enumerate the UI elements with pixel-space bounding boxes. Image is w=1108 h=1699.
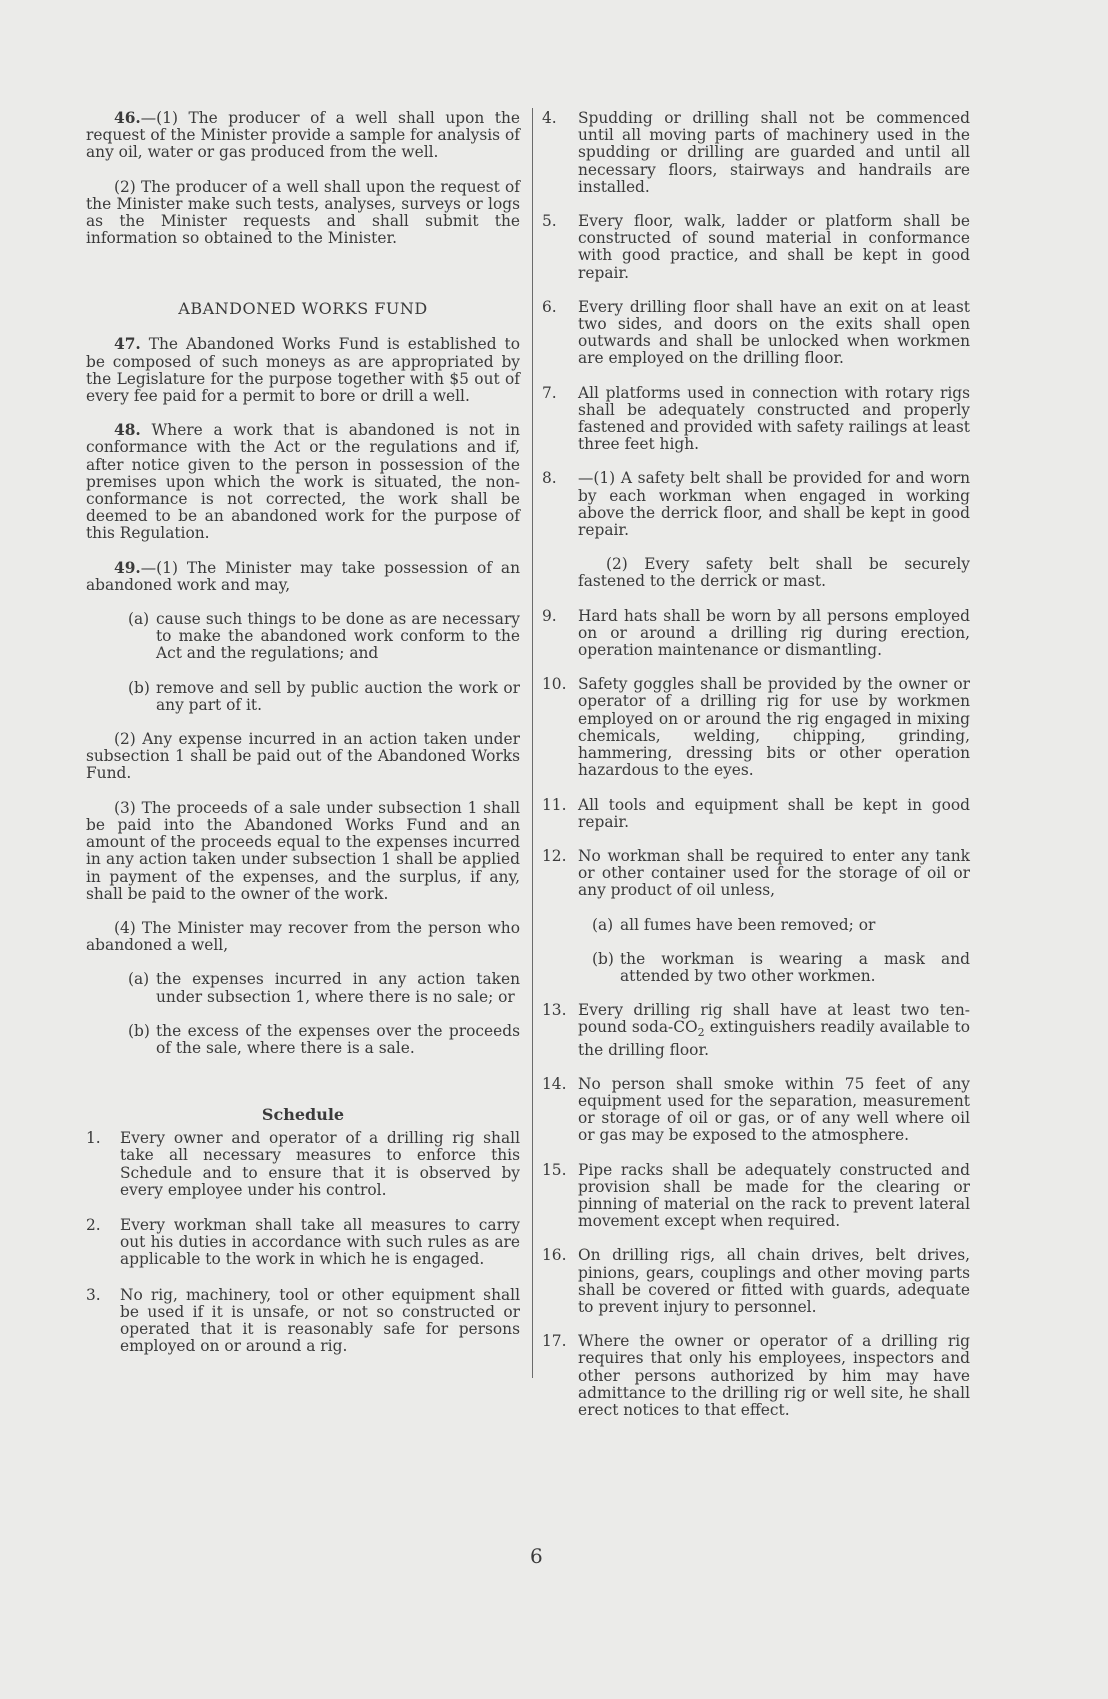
- clause-49-4-b: (b) the excess of the expenses over the proceeds of the sale, where there is a sale.: [128, 1021, 520, 1057]
- right-column: [542, 110, 970, 1436]
- section-49-2: (2) Any expense incurred in an action taken under subsection 1 shall be paid out of the Abandoned Works Fund.: [86, 730, 520, 783]
- section-49-4: (4) The Minister may recover from the person who abandoned a well,: [86, 918, 520, 955]
- column-divider: [532, 108, 533, 1378]
- page-number: 6: [530, 1544, 543, 1568]
- schedule-item-4: 4. Spudding or drilling shall not be commenced until all moving parts of machinery used in the spudding or drilling are guarded and until all necessary floors, stairways and handrails are installed.: [542, 109, 970, 196]
- schedule-item-6: 6. Every drilling floor shall have an exit on at least two sides, and doors on the exits shall open outwards and shall be unlocked when workmen are employed on the drilling floor.: [542, 297, 970, 368]
- schedule-item-7: 7. All platforms used in connection with rotary rigs shall be adequately constructed and properly fastened and provided with safety railings at least three feet high.: [542, 383, 970, 454]
- schedule-item-15: 15. Pipe racks shall be adequately constructed and provision shall be made for the clearing or pinning of material on the rack to prevent lateral movement except when required.: [542, 1160, 970, 1231]
- schedule-item-2: 2. Every workman shall take all measures to carry out his duties in accordance with such rules as are applicable to the work in which he is engaged.: [86, 1215, 520, 1269]
- schedule-item-1: 1. Every owner and operator of a drilling rig shall take all necessary measures to enforce this Schedule and to ensure that it is observed by every employee under his control.: [86, 1129, 520, 1199]
- abandoned-works-fund-heading: ABANDONED WORKS FUND: [178, 299, 428, 319]
- section-49-1: 49.—(1) The Minister may take possession of an abandoned work and may,: [86, 558, 520, 594]
- clause-12-a: (a) all fumes have been removed; or: [592, 915, 876, 934]
- section-46-1: 46.—(1) The producer of a well shall upon the request of the Minister provide a sample for analysis of any oil, water or gas produced from the well.: [86, 109, 520, 162]
- schedule-item-11: 11. All tools and equipment shall be kept in good repair.: [542, 795, 970, 831]
- section-46-2: (2) The producer of a well shall upon the request of the Minister make such tests, analyses, surveys or logs as the Minister requests and shall submit the information so obtained to the Minister.: [86, 177, 520, 248]
- schedule-heading: Schedule: [261, 1105, 345, 1125]
- clause-12-b: (b) the workman is wearing a mask and attended by two other workmen.: [592, 949, 970, 985]
- schedule-item-14: 14. No person shall smoke within 75 feet of any equipment used for the separation, measurement or storage of oil or gas, or of any well where oil or gas may be exposed to the atmosphere.: [542, 1074, 970, 1145]
- schedule-item-12: 12. No workman shall be required to enter any tank or other container used for the storage of oil or any product of oil unless,: [542, 846, 970, 900]
- schedule-item-8-2: (2) Every safety belt shall be securely fastened to the derrick or mast.: [578, 555, 970, 591]
- schedule-item-8-1: 8. —(1) A safety belt shall be provided for and worn by each workman when engaged in working above the derrick floor, and shall be kept in good repair.: [542, 469, 970, 540]
- schedule-item-9: 9. Hard hats shall be worn by all persons employed on or around a drilling rig during erection, operation maintenance or dismantling.: [542, 606, 970, 660]
- clause-49-1-a: (a) cause such things to be done as are necessary to make the abandoned work conform to the Act and the regulations; and: [128, 610, 520, 663]
- schedule-item-16: 16. On drilling rigs, all chain drives, belt drives, pinions, gears, couplings and other moving parts shall be covered or fitted with guards, adequate to prevent injury to personnel.: [542, 1246, 970, 1317]
- schedule-item-10: 10. Safety goggles shall be provided by the owner or operator of a drilling rig for use by workmen employed on or around the rig engaged in mixing chemicals, welding, chipping, grinding, hammering, dressing bits or other operation hazardous to the eyes.: [542, 675, 970, 780]
- clause-49-4-a: (a) the expenses incurred in any action taken under subsection 1, where there is no sale; or: [128, 970, 520, 1006]
- schedule-item-3: 3. No rig, machinery, tool or other equipment shall be used if it is unsafe, or not so constructed or operated that it is reasonably safe for persons employed on or around a rig.: [86, 1285, 520, 1356]
- schedule-item-13: 13. Every drilling rig shall have at least two ten-pound soda-$CO_2$ extinguishers readily available to the drilling floor.: [542, 1001, 971, 1059]
- left-column: [86, 110, 520, 1373]
- section-49-3: (3) The proceeds of a sale under subsection 1 shall be paid into the Abandoned Works Fund and an amount of the proceeds equal to the expenses incurred in any action taken under subsection 1 shall be applied in payment of the expenses, and the surplus, if any, shall be paid to the owner of the work.: [86, 798, 520, 903]
- schedule-items-left: [86, 1130, 520, 1355]
- section-47: 47. The Abandoned Works Fund is established to be composed of such moneys as are appropriated by the Legislature for the purpose together with $5 out of every fee paid for a permit to bore or drill a well.: [86, 335, 520, 406]
- schedule-item-17: 17. Where the owner or operator of a drilling rig requires that only his employees, inspectors and other persons authorized by him may have admittance to the drilling rig or well site, he shall erect notices to that effect.: [542, 1332, 970, 1420]
- clause-49-1-b: (b) remove and sell by public auction the work or any part of it.: [128, 678, 520, 714]
- schedule-item-5: 5. Every floor, walk, ladder or platform shall be constructed of sound material in conformance with good practice, and shall be kept in good repair.: [542, 212, 970, 282]
- section-48: 48. Where a work that is abandoned is not in conformance with the Act or the regulations and if, after notice given to the person in possession of the premises upon which the work is situated, the non-conformance is not corrected, the work shall be deemed to be an abandoned work for the purpose of this Regulation.: [86, 421, 520, 543]
